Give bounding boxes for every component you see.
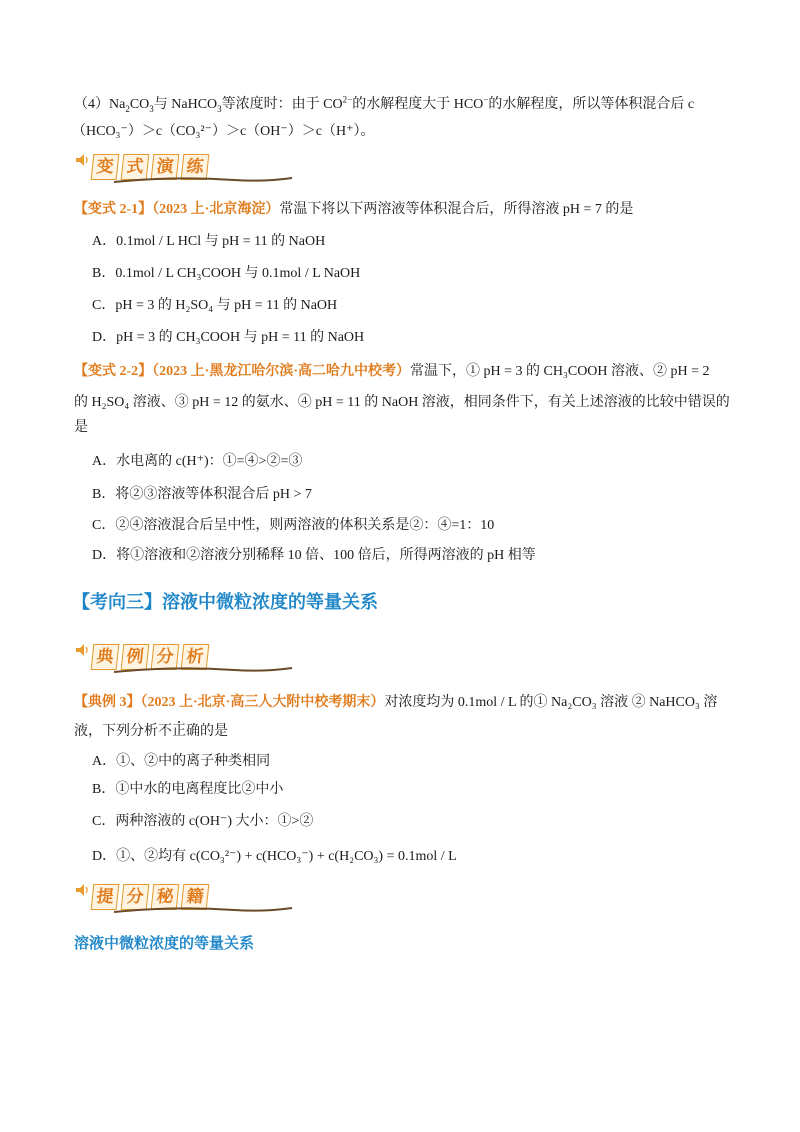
swoosh-underline [114,664,294,678]
banner-tile: 变 [91,154,120,180]
intro-line-1: $(4)Na_2CO_3$与 NaHCO$_3$等浓度时：由于 $CO^{2-}$的水解程度大于 HCO−的水解程度，所以等体积混合后 c [74,94,695,114]
example-3-stem-1: 【典例 3】（2023 上·北京·高三人大附中校考期末）对浓度均为 0.1mol / L 的① Na₂CO₃ 溶液 ② NaHCO₃ 溶 [74,695,718,710]
example-3-option-a: A．①、②中的离子种类相同 [92,754,271,769]
example-3-stem-2: 液，下列分析不正确的是 [74,724,228,739]
banner-tile: 分 [151,644,180,670]
swoosh-underline [114,904,294,918]
banner-tile: 式 [121,154,150,180]
banner-tile: 典 [91,644,120,670]
question-2-2-stem-2: 的 H₂SO₄ 溶液、③ pH = 12 的氨水、④ pH = 11 的 NaOH 溶液，相同条件下，有关上述溶液的比较中错误的 [74,395,730,410]
example-3-option-c: C．两种溶液的 c(OH⁻) 大小：①>② [92,814,314,829]
question-2-2-option-a: A．水电离的 c(H⁺)：①=④>②=③ [92,454,303,469]
intro-line-2: （HCO₃⁻）＞c（CO₃²⁻）＞c（OH⁻）＞c（H⁺）。 [72,124,375,139]
question-2-2-option-d: D．将①溶液和②溶液分别稀释 10 倍、100 倍后，所得两溶液的 pH 相等 [92,548,536,563]
question-2-2-option-b: B．将②③溶液等体积混合后 pH > 7 [92,487,312,502]
question-2-2-stem-1: 【变式 2-2】（2023 上·黑龙江哈尔滨·高二哈九中校考）常温下，① pH = 3 的 CH₃COOH 溶液、② pH = 2 [74,364,710,379]
question-2-1-option-b: B．0.1mol / L CH₃COOH 与 0.1mol / L NaOH [92,266,361,281]
banner-tile: 析 [181,644,210,670]
question-2-2-stem-3: 是 [74,420,88,435]
speaker-icon [74,882,90,898]
section-title: 【考向三】溶液中微粒浓度的等量关系 [72,592,378,613]
banner-tile: 分 [121,884,150,910]
emphasis-dotted-text: 不正确 [158,724,200,739]
question-2-1-stem: 【变式 2-1】（2023 上·北京海淀）常温下将以下两溶液等体积混合后，所得溶液 pH = 7 的是 [74,202,634,217]
banner-tile: 例 [121,644,150,670]
banner-tile: 秘 [151,884,180,910]
banner-tile: 提 [91,884,120,910]
variant-practice-banner [74,150,274,184]
example-analysis-banner [74,640,274,674]
score-tips-banner [74,880,274,914]
example-3-option-b: B．①中水的电离程度比②中小 [92,782,284,797]
question-2-1-option-d: D．pH = 3 的 CH₃COOH 与 pH = 11 的 NaOH [92,330,365,345]
banner-tile: 演 [151,154,180,180]
question-2-1-option-a: A．0.1mol / L HCl 与 pH = 11 的 NaOH [92,234,326,249]
banner-tile: 籍 [181,884,210,910]
speaker-icon [74,152,90,168]
banner-tile: 练 [181,154,210,180]
tips-title: 溶液中微粒浓度的等量关系 [74,934,255,952]
question-2-2-option-c: C．②④溶液混合后呈中性，则两溶液的体积关系是②：④=1：10 [92,518,495,533]
speaker-icon [74,642,90,658]
question-2-1-option-c: C．pH = 3 的 H₂SO₄ 与 pH = 11 的 NaOH [92,298,338,313]
swoosh-underline [114,174,294,188]
example-3-option-d: D．①、②均有 c(CO₃²⁻) + c(HCO₃⁻) + c(H₂CO₃) = 0.1mol / L [92,849,457,864]
